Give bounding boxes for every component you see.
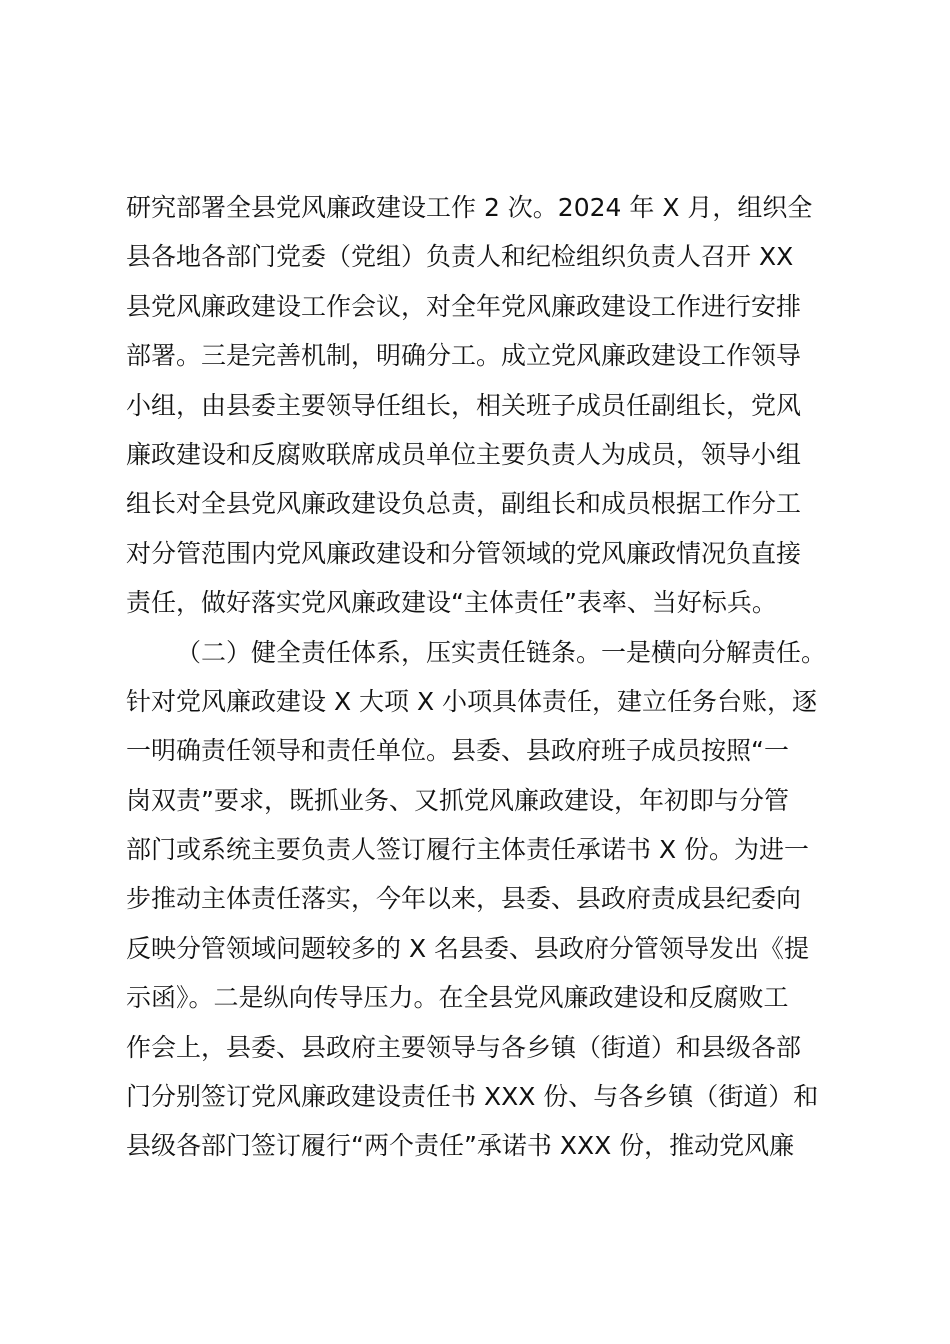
text-line: 反映分管领域问题较多的 X 名县委、县政府分管领导发出《提 (126, 933, 810, 963)
text-line: 县各地各部门党委（党组）负责人和纪检组织负责人召开 XX (126, 242, 794, 272)
text-line: 小组，由县委主要领导任组长，相关班子成员任副组长，党风 (126, 390, 802, 420)
text-line: 作会上，县委、县政府主要领导与各乡镇（街道）和县级各部 (126, 1032, 802, 1062)
text-line: 示函》。二是纵向传导压力。在全县党风廉政建设和反腐败工 (126, 983, 789, 1013)
section-heading-line: （二）健全责任体系，压实责任链条。一是横向分解责任。 (176, 637, 827, 667)
text-line: 县党风廉政建设工作会议，对全年党风廉政建设工作进行安排 (126, 291, 802, 321)
text-line: 步推动主体责任落实，今年以来，县委、县政府责成县纪委向 (126, 884, 802, 914)
text-line: 部门或系统主要负责人签订履行主体责任承诺书 X 份。为进一 (126, 835, 810, 865)
text-line: 组长对全县党风廉政建设负总责，副组长和成员根据工作分工 (126, 489, 802, 519)
text-line: 针对党风廉政建设 X 大项 X 小项具体责任，建立任务台账，逐 (126, 686, 818, 716)
text-line: 一明确责任领导和责任单位。县委、县政府班子成员按照“一 (126, 736, 789, 766)
text-line: 岗双责”要求，既抓业务、又抓党风廉政建设，年初即与分管 (126, 785, 789, 815)
text-line: 对分管范围内党风廉政建设和分管领域的党风廉政情况负直接 (126, 538, 802, 568)
text-line: 门分别签订党风廉政建设责任书 XXX 份、与各乡镇（街道）和 (126, 1082, 819, 1112)
text-line: 研究部署全县党风廉政建设工作 2 次。2024 年 X 月，组织全 (126, 193, 813, 222)
text-line: 责任，做好落实党风廉政建设“主体责任”表率、当好标兵。 (126, 588, 777, 618)
text-line: 县级各部门签订履行“两个责任”承诺书 XXX 份，推动党风廉 (126, 1131, 795, 1161)
body-text (126, 183, 846, 1171)
text-line: 部署。三是完善机制，明确分工。成立党风廉政建设工作领导 (126, 341, 802, 371)
text-line: 廉政建设和反腐败联席成员单位主要负责人为成员，领导小组 (126, 439, 802, 469)
